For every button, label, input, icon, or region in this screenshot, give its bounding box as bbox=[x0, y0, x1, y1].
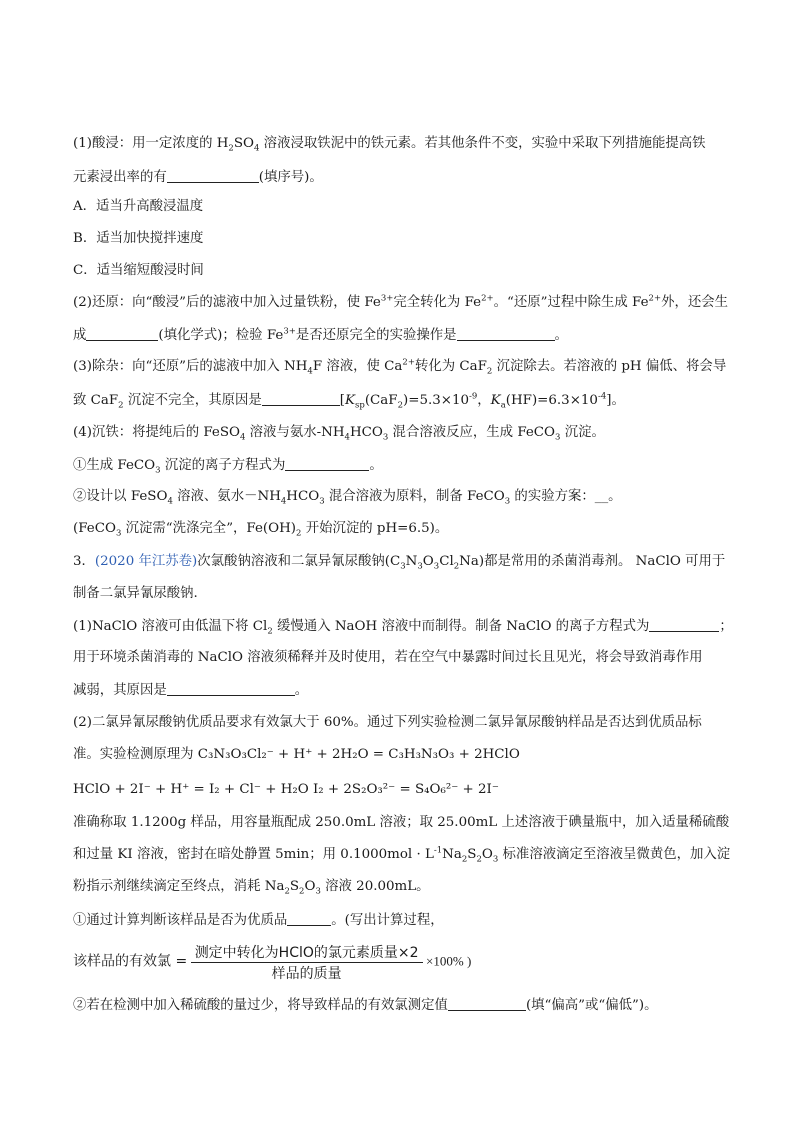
q2-part4: (4)沉铁：将提纯后的 FeSO$_4$ 溶液与氨水$-NH_4HCO_3$ 混合溶液反应，生成 FeCO$_3$ 沉淀。 bbox=[73, 425, 605, 443]
q2-part4-note: (FeCO$_3$ 沉淀需“洗涤完全”，$Fe(OH)_2$ 开始沉淀的 pH=6.5)。 bbox=[73, 521, 449, 539]
q2-part2-line1: (2)还原：向“酸浸”后的滤液中加入过量铁粉，使 $Fe^{3+}$完全转化为 $Fe^{2+}$。“还原”过程中除生成 $Fe^{2+}$外，还会生 bbox=[73, 293, 729, 310]
answer-blank[interactable] bbox=[448, 996, 526, 1011]
q3-stem-line2: 制备二氯异氰尿酸钠. bbox=[73, 586, 198, 601]
answer-blank[interactable] bbox=[457, 326, 555, 341]
effective-chlorine-formula: 该样品的有效氯 = $\frac{\text{测定中转化为HClO的氯元素质量×2}}{\text{样品的质量}}$ ×100% ) bbox=[73, 942, 471, 983]
q3-part1-line1: (1)NaClO 溶液可由低温下将 $Cl_2$ 缓慢通入 NaOH 溶液中而制得。制备 NaClO 的离子方程式为 ； bbox=[73, 619, 733, 637]
q2-option-c: C．适当缩短酸浸时间 bbox=[73, 263, 204, 278]
answer-blank[interactable] bbox=[649, 617, 719, 632]
q3-stem-line1: 3．(2020 年江苏卷)次氯酸钠溶液和二氯异氰尿酸钠$(C_3N_3O_3Cl_2Na)$都是常用的杀菌消毒剂。 NaClO 可用于 bbox=[73, 554, 726, 572]
q2-part4-sub1: ①生成 FeCO$_3$ 沉淀的离子方程式为 。 bbox=[73, 458, 383, 476]
q2-option-b: B．适当加快搅拌速度 bbox=[73, 231, 204, 246]
q3-part3-line1: 准确称取 1.1200g 样品，用容量瓶配成 250.0mL 溶液；取 25.00mL 上述溶液于碘量瓶中，加入适量稀硫酸 bbox=[73, 815, 730, 830]
answer-blank[interactable] bbox=[86, 326, 158, 341]
answer-blank[interactable] bbox=[262, 391, 340, 406]
q3-part1-line3: 减弱，其原因是 。 bbox=[73, 683, 309, 698]
q2-part1-line1: (1)酸浸：用一定浓度的 $H_2SO_4$ 溶液浸取铁泥中的铁元素。若其他条件不变，实验中采取下列措施能提高铁 bbox=[73, 136, 706, 154]
answer-blank[interactable] bbox=[287, 911, 331, 926]
formula-fraction: $\frac{\text{测定中转化为HClO的氯元素质量×2}}{\text{样品的质量}}$ bbox=[191, 942, 423, 983]
q3-source[interactable]: (2020 年江苏卷) bbox=[94, 554, 198, 569]
answer-blank[interactable] bbox=[167, 168, 259, 183]
answer-blank[interactable] bbox=[167, 681, 295, 696]
answer-blank[interactable] bbox=[285, 456, 369, 471]
q3-part2-line1: (2)二氯异氰尿酸钠优质品要求有效氯大于 60%。通过下列实验检测二氯异氰尿酸钠样品是否达到优质品标 bbox=[73, 715, 702, 730]
q3-part2-line2: 准。实验检测原理为 C₃N₃O₃Cl₂⁻ + H⁺ + 2H₂O = C₃H₃N₃O₃ + 2HClO bbox=[73, 747, 520, 762]
q3-part3-line2: 和过量 KI 溶液，密封在暗处静置 5min；用 $0.1000mol \cdot L^{-1}Na_2S_2O_3$ 标准溶液滴定至溶液呈微黄色，加入淀 bbox=[73, 845, 731, 865]
q2-option-a: A．适当升高酸浸温度 bbox=[73, 199, 204, 214]
q2-part2-line2: 成 (填化学式)；检验 $Fe^{3+}$是否还原完全的实验操作是 。 bbox=[73, 326, 568, 343]
q2-part3-line2: 致 CaF$_2$ 沉淀不完全，其原因是 [$K_{sp}(CaF_2)=5.3\times 10^{-9}$，$K_a(HF)=6.3\times 10^{-4}$]。 bbox=[73, 391, 625, 411]
q3-part5: ②若在检测中加入稀硫酸的量过少，将导致样品的有效氯测定值 (填“偏高”或“偏低”)。 bbox=[73, 998, 658, 1013]
equation-1: C₃N₃O₃Cl₂⁻ + H⁺ + 2H₂O = C₃H₃N₃O₃ + 2HClO bbox=[197, 747, 520, 762]
q2-part3-line1: (3)除杂：向“还原”后的滤液中加入 $NH_4F$ 溶液，使 $Ca^{2+}$转化为 CaF$_2$ 沉淀除去。若溶液的 pH 偏低、将会导 bbox=[73, 357, 727, 377]
q2-part4-sub2: ②设计以 FeSO$_4$ 溶液、氨水$-NH_4HCO_3$ 混合溶液为原料，制备 FeCO$_3$ 的实验方案：__。 bbox=[73, 489, 622, 507]
q3-part3-line3: 粉指示剂继续滴定至终点，消耗 $Na_2S_2O_3$ 溶液 20.00mL。 bbox=[73, 879, 430, 897]
q2-part1-line2: 元素浸出率的有 (填序号)。 bbox=[73, 170, 323, 185]
q3-part4-line1: ①通过计算判断该样品是否为优质品 。(写出计算过程， bbox=[73, 913, 444, 928]
q3-part1-line2: 用于环境杀菌消毒的 NaClO 溶液须稀释并及时使用，若在空气中暴露时间过长且见光，将会导致消毒作用 bbox=[73, 650, 703, 665]
equation-2: HClO + 2I⁻ + H⁺ = I₂ + Cl⁻ + H₂O I₂ + 2S₂O₃²⁻ = S₄O₆²⁻ + 2I⁻ bbox=[73, 782, 499, 797]
